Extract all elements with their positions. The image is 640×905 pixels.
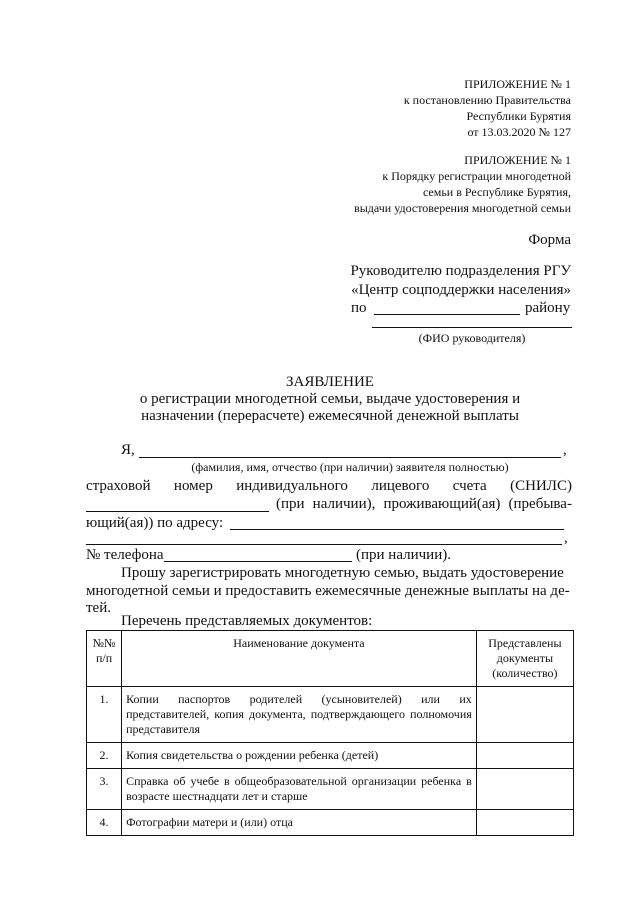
text-ya: Я, (121, 442, 135, 458)
row-name: Копии паспортов родителей (усыновителей) или их представителей, копия документа, подтверждающего полномочия представителя (122, 687, 477, 743)
snils-word: (СНИЛС) (510, 478, 572, 494)
row-qty-cell[interactable] (476, 687, 573, 743)
residence-line (276, 495, 572, 514)
row-num: 1. (87, 687, 122, 743)
header-name: Наименование документа (122, 631, 477, 687)
request-line-1: Прошу зарегистрировать многодетную семью, выдать удостоверение (121, 565, 564, 581)
address-field-continuation[interactable] (86, 544, 562, 545)
row-qty-cell[interactable] (476, 810, 573, 836)
request-line-2: многодетной семьи и предоставить ежемесячные денежные выплаты на де- (86, 583, 570, 599)
row-qty-cell[interactable] (476, 743, 573, 769)
statement-title: ЗАЯВЛЕНИЕ (286, 374, 374, 390)
residence-word: наличии), (312, 496, 376, 512)
address-field[interactable] (230, 529, 564, 530)
appendix-title: ПРИЛОЖЕНИЕ № 1 (464, 77, 571, 91)
addressee-rayonu: району (525, 300, 571, 316)
addressee-po: по (351, 300, 367, 316)
appendix-line: к Порядку регистрации многодетной (382, 169, 571, 183)
appendix-line: семьи в Республике Бурятия, (422, 185, 571, 199)
snils-line (86, 477, 572, 496)
appendix-line: выдачи удостоверения многодетной семьи (354, 201, 571, 215)
addressee-line-2: «Центр соцподдержки населения» (351, 282, 571, 298)
head-fio-field[interactable] (372, 327, 572, 328)
residence-word: (пребыва- (508, 496, 572, 512)
applicant-fio-caption: (фамилия, имя, отчество (при наличии) заявителя полностью) (191, 460, 509, 474)
header-qty: Представлены документы (количество) (476, 631, 573, 687)
phone-field[interactable] (164, 561, 352, 562)
appendix-line: Республики Бурятия (466, 109, 571, 123)
documents-table (86, 630, 574, 836)
residence-word: (при (276, 496, 305, 512)
form-label: Форма (528, 232, 571, 248)
text-comma: , (563, 442, 567, 458)
statement-subtitle-1: о регистрации многодетной семьи, выдаче удостоверения и (139, 391, 521, 407)
appendix-block-procedure (251, 152, 571, 216)
row-name: Фотографии матери и (или) отца (122, 810, 477, 836)
row-name: Копия свидетельства о рождении ребенка (детей) (122, 743, 477, 769)
district-field[interactable] (374, 314, 520, 315)
table-row (87, 687, 574, 743)
address-end-comma: , (564, 530, 568, 546)
row-name: Справка об учебе в общеобразовательной организации ребенка в возрасте шестнадцати лет и старше (122, 769, 477, 810)
head-fio-caption: (ФИО руководителя) (418, 331, 526, 345)
address-label: ющий(ая)) по адресу: (86, 515, 224, 531)
header-num: №№ п/п (87, 631, 122, 687)
snils-word: индивидуального (236, 478, 348, 494)
snils-word: страховой (86, 478, 151, 494)
snils-word: номер (173, 478, 213, 494)
appendix-line: к постановлению Правительства (403, 93, 571, 107)
snils-word: лицевого (371, 478, 430, 494)
applicant-fio-field[interactable] (139, 457, 561, 458)
snils-word: счета (452, 478, 487, 494)
row-num: 2. (87, 743, 122, 769)
statement-subtitle-2: назначении (перерасчете) ежемесячной денежной выплаты (141, 408, 519, 424)
row-num: 4. (87, 810, 122, 836)
residence-word: проживающий(ая) (383, 496, 501, 512)
row-qty-cell[interactable] (476, 769, 573, 810)
table-row (87, 743, 574, 769)
snils-field[interactable] (86, 511, 269, 512)
appendix-block-resolution (271, 76, 571, 140)
table-row (87, 769, 574, 810)
appendix-title: ПРИЛОЖЕНИЕ № 1 (464, 153, 571, 167)
table-header-row (87, 631, 574, 687)
phone-tail: (при наличии). (356, 547, 451, 563)
appendix-line: от 13.03.2020 № 127 (467, 125, 571, 139)
phone-label: № телефона (86, 547, 164, 563)
addressee-line-1: Руководителю подразделения РГУ (350, 263, 571, 279)
request-line-3: тей. (86, 600, 111, 616)
table-row (87, 810, 574, 836)
documents-list-title: Перечень представляемых документов: (121, 613, 373, 629)
row-num: 3. (87, 769, 122, 810)
